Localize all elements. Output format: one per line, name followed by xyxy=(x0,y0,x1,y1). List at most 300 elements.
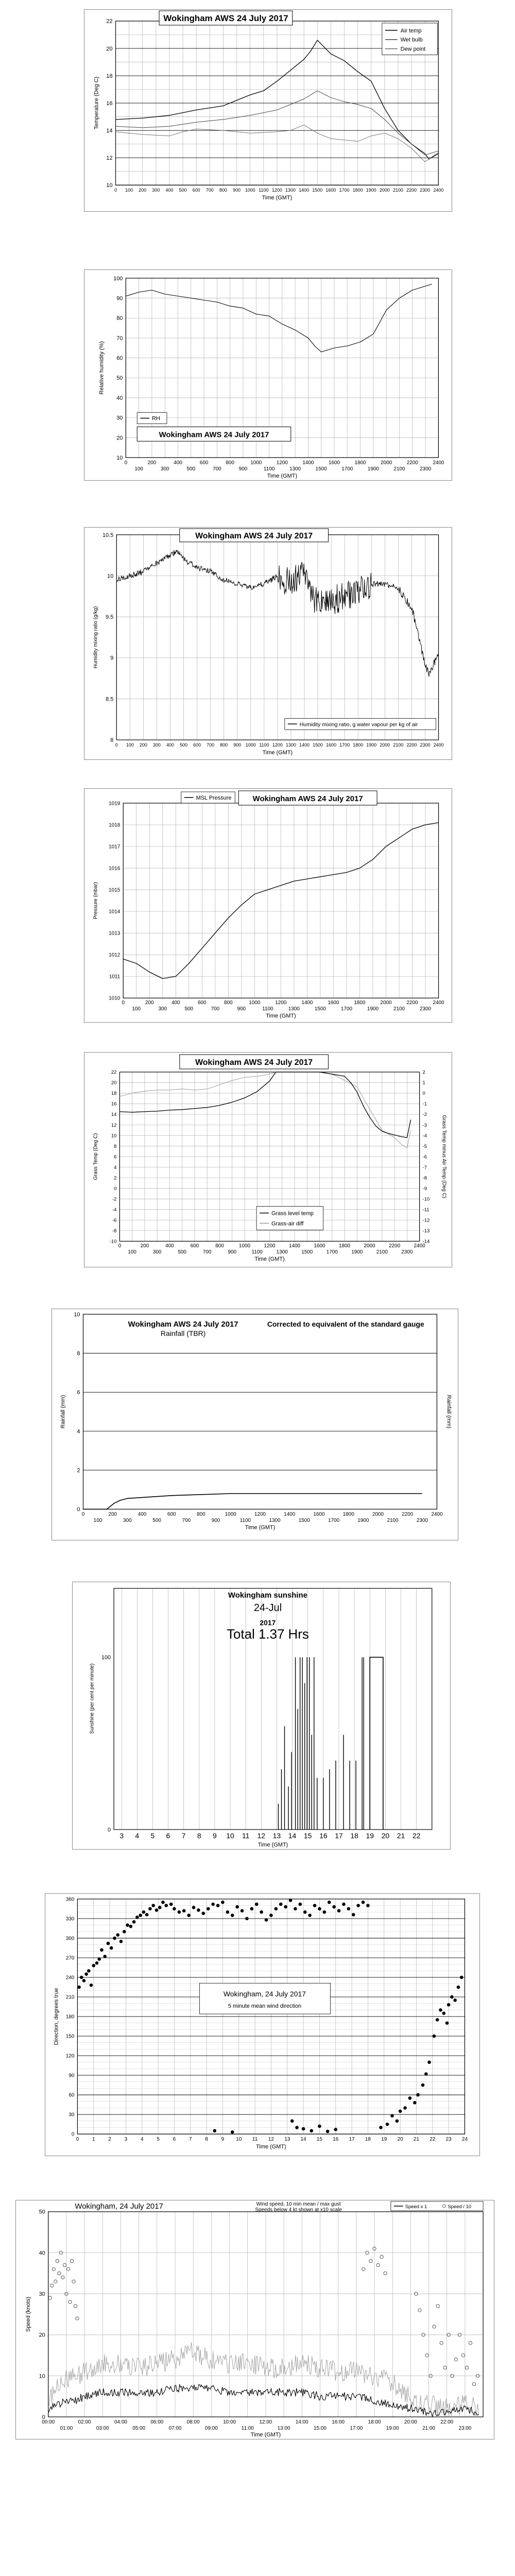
x-axis-label: Time (GMT) xyxy=(266,1013,296,1020)
y-tick-label: 180 xyxy=(65,2014,75,2020)
legend-entry: MSL Pressure xyxy=(196,794,232,801)
x-tick-label: 1600 xyxy=(328,460,340,466)
scatter-point xyxy=(63,2263,66,2266)
scatter-point xyxy=(231,2130,234,2134)
scatter-point xyxy=(50,2284,54,2287)
y-tick-label: 360 xyxy=(65,1896,75,1903)
x-tick-label: 900 xyxy=(233,188,241,193)
y2-tick-label: -5 xyxy=(422,1143,427,1149)
scatter-point xyxy=(169,1903,173,1906)
scatter-point xyxy=(424,2072,428,2076)
x-tick-label: 600 xyxy=(193,742,201,748)
x-tick-label-minor: 1700 xyxy=(340,1006,353,1012)
x-tick-label: 2000 xyxy=(381,460,392,466)
scatter-point xyxy=(54,2280,57,2283)
scatter-point xyxy=(323,1910,327,1914)
x-tick-label: 19 xyxy=(381,2137,387,2143)
x-tick-label: 3 xyxy=(124,2137,128,2143)
scatter-point xyxy=(66,2267,70,2270)
scatter-point xyxy=(433,2325,436,2328)
scatter-point xyxy=(408,2096,412,2100)
scatter-point xyxy=(347,1907,351,1911)
x-tick-label: 1200 xyxy=(264,1243,276,1249)
x-tick-label: 16 xyxy=(333,2137,339,2143)
scatter-point xyxy=(235,1905,239,1909)
x-tick-label: 12 xyxy=(257,1832,266,1840)
x-tick-label-minor: 1100 xyxy=(239,1518,251,1524)
x-tick-label: 100 xyxy=(126,742,134,748)
scatter-point xyxy=(447,2003,451,2007)
chart-title: Wokingham, 24 July 2017 xyxy=(223,1990,306,1998)
y-tick-label: 30 xyxy=(68,2112,75,2118)
y-tick-label: 210 xyxy=(65,1994,75,2001)
x-tick-label: 1000 xyxy=(250,460,262,466)
x-tick-label-minor: 700 xyxy=(213,466,221,472)
x-tick-label: 200 xyxy=(140,1243,149,1249)
x-tick-label-minor: 1700 xyxy=(328,1518,340,1524)
y-tick-label: 1010 xyxy=(109,995,121,1002)
y-tick-label: 60 xyxy=(68,2092,75,2098)
y-tick-label: 1015 xyxy=(109,887,121,893)
legend-entry: RH xyxy=(152,415,160,422)
scatter-point xyxy=(202,1912,205,1916)
scatter-point xyxy=(445,2021,449,2025)
y-tick-label: 70 xyxy=(116,335,123,342)
scatter-point xyxy=(366,1904,370,1907)
scatter-point xyxy=(380,2255,383,2258)
x-tick-label-minor: 700 xyxy=(202,1249,212,1256)
y-tick-label: 80 xyxy=(116,315,123,322)
y-tick-label: 12 xyxy=(111,1122,117,1128)
scatter-point xyxy=(61,2276,64,2279)
scatter-point xyxy=(100,1948,104,1952)
x-tick-label: 600 xyxy=(199,460,209,466)
x-tick-label: 400 xyxy=(171,1000,180,1006)
x-tick-label: 2 xyxy=(108,2137,111,2143)
y-tick-label: 9.5 xyxy=(106,614,114,621)
x-tick-label: 9 xyxy=(213,1832,217,1840)
y-tick-label: 10 xyxy=(116,455,123,462)
y-tick-label: 18 xyxy=(111,1091,117,1097)
y-tick-label: 16 xyxy=(111,1101,117,1107)
x-tick-label-minor: 1300 xyxy=(289,466,301,472)
x-tick-label-minor: 2100 xyxy=(376,1249,388,1256)
y-tick-label: 22 xyxy=(106,18,113,25)
x-tick-label: 1800 xyxy=(352,188,363,193)
x-tick-label: 23 xyxy=(445,2137,452,2143)
x-tick-label: 600 xyxy=(190,1243,199,1249)
x-tick-label-minor: 700 xyxy=(182,1518,191,1524)
x-tick-label-minor: 1300 xyxy=(288,1006,300,1012)
legend-entry: Dew point xyxy=(400,46,426,53)
y-tick-label: 300 xyxy=(65,1936,75,1942)
chart-temperature xyxy=(84,9,452,212)
x-tick-label: 2000 xyxy=(379,188,390,193)
scatter-point xyxy=(308,1913,312,1917)
chart-rainfall xyxy=(52,1309,458,1540)
chart-year: 2017 xyxy=(260,1618,276,1627)
x-tick-label-minor: 1700 xyxy=(326,1249,338,1256)
scatter-point xyxy=(326,2130,330,2133)
scatter-point xyxy=(379,2126,383,2129)
y-tick-label: 4 xyxy=(114,1164,117,1171)
x-tick-label: 2000 xyxy=(380,1000,392,1006)
x-tick-label: 02:00 xyxy=(78,2419,91,2426)
scatter-point xyxy=(58,2272,61,2275)
scatter-point xyxy=(274,1907,278,1911)
chart-grass-temperature xyxy=(84,1052,452,1267)
x-tick-label: 8 xyxy=(197,1832,201,1840)
x-tick-label: 05:00 xyxy=(132,2426,146,2432)
scatter-point xyxy=(148,1907,152,1911)
x-tick-label: 16:00 xyxy=(332,2419,345,2426)
x-tick-label: 1600 xyxy=(314,1243,325,1249)
y-tick-label: -2 xyxy=(112,1196,117,1202)
chart-humidity-svg xyxy=(84,270,452,480)
scatter-point xyxy=(425,2354,428,2357)
y-tick-label: 1019 xyxy=(109,801,121,807)
y-axis-label: Direction, degrees true xyxy=(53,1988,60,2045)
scatter-point xyxy=(342,1903,346,1906)
scatter-point xyxy=(123,1930,126,1934)
x-tick-label: 600 xyxy=(192,188,200,193)
scatter-point xyxy=(303,1910,307,1914)
x-tick-label-minor: 2300 xyxy=(419,1006,432,1012)
x-tick-label: 1700 xyxy=(339,742,350,748)
scatter-point xyxy=(313,1904,317,1907)
scatter-point xyxy=(318,2125,321,2128)
x-tick-label-minor: 300 xyxy=(123,1518,132,1524)
chart-humidity xyxy=(84,269,452,481)
scatter-point xyxy=(107,1942,110,1945)
scatter-point xyxy=(279,1903,283,1906)
x-tick-label: 11:00 xyxy=(241,2426,254,2432)
x-tick-label: 21:00 xyxy=(422,2426,435,2432)
x-tick-label-minor: 100 xyxy=(134,466,143,472)
y-tick-label: 6 xyxy=(114,1154,117,1160)
x-tick-label: 15 xyxy=(316,2137,322,2143)
x-tick-label: 1500 xyxy=(313,742,323,748)
y2-tick-label: -6 xyxy=(422,1154,427,1160)
scatter-point xyxy=(182,1909,186,1912)
x-tick-label: 1100 xyxy=(259,742,269,748)
x-tick-label-minor: 1900 xyxy=(367,1006,379,1012)
x-tick-label: 11 xyxy=(242,1832,250,1840)
x-tick-label: 1300 xyxy=(286,742,296,748)
x-tick-label-minor: 2300 xyxy=(401,1249,413,1256)
x-tick-label: 1900 xyxy=(366,742,377,748)
x-tick-label: 400 xyxy=(174,460,182,466)
scatter-point xyxy=(97,1957,101,1961)
scatter-point xyxy=(295,2126,299,2129)
x-tick-label: 200 xyxy=(108,1512,117,1518)
x-tick-label: 2200 xyxy=(402,1512,414,1518)
scatter-point xyxy=(396,2120,399,2123)
x-tick-label: 14 xyxy=(288,1832,297,1840)
x-tick-label-minor: 1100 xyxy=(251,1249,263,1256)
y-tick-label: 330 xyxy=(65,1916,75,1922)
scatter-point xyxy=(454,2358,457,2361)
scatter-point xyxy=(421,2083,425,2087)
scatter-point xyxy=(440,2342,443,2345)
x-tick-label: 20 xyxy=(381,1832,390,1840)
y-tick-label: 20 xyxy=(116,435,123,442)
chart-wind-speed xyxy=(15,2200,494,2439)
chart-pressure-svg xyxy=(84,789,452,1022)
x-tick-label: 4 xyxy=(140,2137,144,2143)
scatter-point xyxy=(337,1909,341,1912)
x-tick-label: 1500 xyxy=(312,188,323,193)
x-tick-label: 15 xyxy=(303,1832,312,1840)
x-tick-label-minor: 1900 xyxy=(357,1518,369,1524)
scatter-point xyxy=(436,2018,439,2022)
x-tick-label: 2100 xyxy=(393,742,404,748)
x-tick-label-minor: 900 xyxy=(238,466,248,472)
scatter-point xyxy=(70,2259,73,2262)
x-tick-label: 3 xyxy=(119,1832,124,1840)
y-tick-label: 2 xyxy=(114,1175,117,1181)
x-tick-label: 7 xyxy=(188,2137,192,2143)
chart-title: Wokingham AWS 24 July 2017 xyxy=(195,531,313,540)
scatter-point xyxy=(173,1907,176,1911)
x-tick-label: 1400 xyxy=(301,1000,313,1006)
scatter-point xyxy=(439,2008,442,2012)
x-axis-label: Time (GMT) xyxy=(267,473,298,480)
y-axis-label: Relative humidity (%) xyxy=(98,341,105,395)
x-tick-label: 20:00 xyxy=(404,2419,417,2426)
x-tick-label: 14 xyxy=(300,2137,306,2143)
y2-tick-label: -3 xyxy=(422,1122,427,1128)
x-tick-label: 2200 xyxy=(406,1000,418,1006)
x-tick-label-minor: 1900 xyxy=(351,1249,363,1256)
scatter-point xyxy=(318,1907,321,1911)
x-tick-label: 2400 xyxy=(433,460,444,466)
x-tick-label: 1200 xyxy=(254,1512,266,1518)
x-tick-label: 1400 xyxy=(288,1243,301,1249)
x-axis-label: Time (GMT) xyxy=(250,2432,281,2438)
x-tick-label: 5 xyxy=(150,1832,155,1840)
x-tick-label: 1400 xyxy=(299,188,310,193)
x-tick-label: 21 xyxy=(413,2137,419,2143)
x-tick-label: 07:00 xyxy=(168,2426,182,2432)
scatter-point xyxy=(290,2120,294,2123)
chart-subtitle: 5 minute mean wind direction xyxy=(228,2003,302,2010)
legend-entry: Wet bulb xyxy=(400,37,423,43)
x-tick-label-minor: 500 xyxy=(152,1518,161,1524)
bar xyxy=(370,1657,383,1829)
x-tick-label: 09:00 xyxy=(204,2426,218,2432)
scatter-point xyxy=(132,1920,136,1924)
x-tick-label: 9 xyxy=(221,2137,225,2143)
x-tick-label: 0 xyxy=(114,188,117,193)
scatter-point xyxy=(241,1909,244,1912)
y-tick-label: 20 xyxy=(39,2332,45,2338)
x-tick-label: 1000 xyxy=(245,188,255,193)
scatter-point xyxy=(294,1907,297,1911)
x-tick-label: 600 xyxy=(198,1000,207,1006)
x-tick-label: 18:00 xyxy=(368,2419,381,2426)
y-tick-label: -6 xyxy=(112,1217,117,1224)
x-tick-label: 700 xyxy=(205,188,214,193)
chart-sunshine xyxy=(72,1582,451,1850)
y-tick-label: 14 xyxy=(111,1112,117,1118)
scatter-point xyxy=(192,1906,196,1909)
x-tick-label: 2300 xyxy=(420,742,431,748)
chart-mixing-ratio-svg xyxy=(84,528,452,759)
y2-tick-label: -2 xyxy=(422,1112,427,1118)
y2-tick-label: 1 xyxy=(422,1080,425,1086)
x-tick-label-minor: 900 xyxy=(237,1006,246,1012)
chart-wind-direction xyxy=(45,1893,480,2156)
scatter-point xyxy=(231,1913,234,1917)
x-tick-label: 2400 xyxy=(431,1512,443,1518)
x-axis-label: Time (GMT) xyxy=(262,750,293,756)
y-tick-label: 90 xyxy=(116,295,123,302)
scatter-point xyxy=(48,2296,52,2299)
y-tick-label: 1012 xyxy=(109,952,121,958)
x-tick-label: 1000 xyxy=(238,1243,251,1249)
y-tick-label: 1011 xyxy=(109,974,121,980)
x-tick-label: 1200 xyxy=(272,742,283,748)
y-tick-label: 270 xyxy=(65,1955,75,1961)
x-tick-label: 1700 xyxy=(339,188,350,193)
y2-tick-label: -10 xyxy=(422,1196,430,1202)
y-tick-label: 8.5 xyxy=(106,696,114,703)
x-tick-label-minor: 2300 xyxy=(420,466,432,472)
x-axis-label: Time (GMT) xyxy=(245,1524,276,1531)
x-tick-label: 7 xyxy=(181,1832,186,1840)
x-tick-label: 01:00 xyxy=(60,2426,73,2432)
scatter-point xyxy=(142,1910,146,1914)
scatter-point xyxy=(226,1910,230,1914)
x-tick-label: 700 xyxy=(207,742,215,748)
y2-tick-label: -4 xyxy=(422,1133,427,1139)
x-tick-label-minor: 1300 xyxy=(276,1249,288,1256)
y2-tick-label: -7 xyxy=(422,1164,427,1171)
y-tick-label: 0 xyxy=(114,1185,117,1192)
chart-subtitle: Rainfall (TBR) xyxy=(160,1329,206,1337)
x-tick-label: 22:00 xyxy=(440,2419,454,2426)
y-tick-label: 4 xyxy=(77,1428,80,1435)
x-tick-label: 1200 xyxy=(275,1000,287,1006)
x-tick-label: 19:00 xyxy=(386,2426,399,2432)
y-tick-label: 50 xyxy=(39,2209,45,2215)
scatter-point xyxy=(87,1969,91,1973)
y-tick-label: 10 xyxy=(74,1311,80,1318)
scatter-point xyxy=(403,2106,407,2110)
x-tick-label: 12:00 xyxy=(259,2419,272,2426)
x-tick-label: 0 xyxy=(76,2137,79,2143)
scatter-point xyxy=(332,1905,336,1909)
y2-tick-label: -11 xyxy=(422,1207,430,1213)
x-tick-label: 23:00 xyxy=(458,2426,472,2432)
x-tick-label: 22 xyxy=(430,2137,436,2143)
x-tick-label: 500 xyxy=(180,742,188,748)
y-tick-label: 1017 xyxy=(109,844,121,850)
scatter-point xyxy=(178,1910,181,1914)
x-tick-label: 1600 xyxy=(326,742,337,748)
scatter-point xyxy=(328,1901,331,1904)
y2-tick-label: -8 xyxy=(422,1175,427,1181)
x-tick-label: 17 xyxy=(349,2137,355,2143)
x-tick-label: 08:00 xyxy=(186,2419,200,2426)
scatter-point xyxy=(68,2300,72,2303)
x-tick-label: 900 xyxy=(233,742,242,748)
scatter-point xyxy=(362,2267,365,2270)
scatter-point xyxy=(427,2060,431,2064)
scatter-point xyxy=(250,1907,254,1911)
y-tick-label: 0 xyxy=(42,2414,45,2421)
x-tick-label: 18 xyxy=(365,2137,371,2143)
x-axis-label: Time (GMT) xyxy=(258,1842,288,1849)
scatter-point xyxy=(151,1904,155,1907)
x-tick-label: 00:00 xyxy=(42,2419,55,2426)
x-tick-label: 1800 xyxy=(338,1243,351,1249)
scatter-point xyxy=(310,2129,313,2133)
x-tick-label-minor: 300 xyxy=(152,1249,162,1256)
x-tick-label: 1600 xyxy=(328,1000,339,1006)
scatter-point xyxy=(139,1913,142,1917)
x-tick-label: 2200 xyxy=(406,742,417,748)
y-tick-label: 40 xyxy=(39,2250,45,2257)
x-tick-label: 1400 xyxy=(299,742,310,748)
y-tick-label: 8 xyxy=(110,737,114,744)
legend-entry: Speed x 1 xyxy=(405,2204,427,2210)
scatter-point xyxy=(356,1904,360,1907)
x-tick-label-minor: 500 xyxy=(178,1249,186,1256)
x-tick-label: 500 xyxy=(179,188,187,193)
x-tick-label: 1600 xyxy=(325,188,336,193)
x-tick-label: 15:00 xyxy=(314,2426,327,2432)
scatter-point xyxy=(92,1964,95,1968)
x-tick-label: 800 xyxy=(215,1243,224,1249)
scatter-point xyxy=(260,1910,263,1914)
y-tick-label: 50 xyxy=(116,375,123,382)
scatter-point xyxy=(390,2114,394,2117)
x-tick-label: 20 xyxy=(397,2137,403,2143)
x-tick-label: 800 xyxy=(220,742,228,748)
scatter-point xyxy=(155,1908,159,1912)
legend-entry: Speed / 10 xyxy=(448,2204,472,2210)
x-tick-label: 10:00 xyxy=(223,2419,236,2426)
scatter-point xyxy=(352,1913,355,1917)
y-tick-label: -8 xyxy=(112,1228,117,1234)
x-tick-label: 2000 xyxy=(364,1243,375,1249)
y-axis-label: Pressure (mbar) xyxy=(93,882,99,919)
x-tick-label: 200 xyxy=(139,742,147,748)
y-axis-label: Humidity mixing ratio (g/kg) xyxy=(93,606,99,669)
x-tick-label: 13 xyxy=(272,1832,281,1840)
scatter-point xyxy=(90,1984,93,1987)
x-tick-label: 06:00 xyxy=(150,2419,164,2426)
x-tick-label: 200 xyxy=(145,1000,154,1006)
scatter-point xyxy=(77,1986,81,1989)
scatter-point xyxy=(413,2101,417,2105)
y-tick-label: 6 xyxy=(77,1389,80,1396)
scatter-point xyxy=(161,1901,165,1904)
scatter-point xyxy=(76,2317,79,2320)
x-tick-label: 800 xyxy=(197,1512,205,1518)
y-tick-label: 18 xyxy=(106,73,113,79)
x-tick-label: 1200 xyxy=(271,188,282,193)
scatter-point xyxy=(369,2259,372,2262)
x-tick-label: 100 xyxy=(125,188,133,193)
x-tick-label: 1100 xyxy=(259,188,269,193)
x-tick-label-minor: 1300 xyxy=(269,1518,281,1524)
x-tick-label-minor: 900 xyxy=(211,1518,220,1524)
x-tick-label-minor: 1100 xyxy=(263,466,275,472)
scatter-point xyxy=(265,1918,268,1922)
